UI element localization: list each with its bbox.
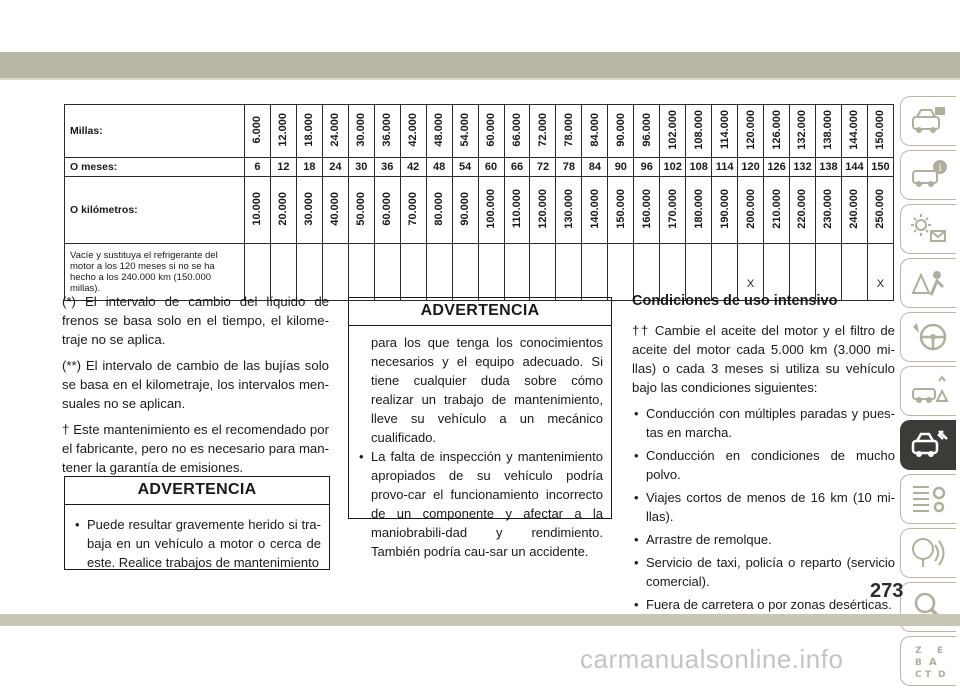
km-cell-text: 80.000 xyxy=(433,191,446,226)
km-cell-text: 230.000 xyxy=(822,188,835,229)
miles-cell xyxy=(867,105,893,158)
km-cell-text: 20.000 xyxy=(277,191,290,226)
miles-cell-text: 150.000 xyxy=(874,109,887,150)
warning-box-2 xyxy=(348,297,612,559)
sidebar-tab-car-info[interactable] xyxy=(900,150,956,200)
km-cell-text: 160.000 xyxy=(640,188,653,229)
months-cell: 84 xyxy=(582,158,608,177)
miles-cell xyxy=(348,105,374,158)
miles-cell-text: 114.000 xyxy=(718,109,731,150)
conditions-list xyxy=(632,404,895,614)
km-cell xyxy=(504,177,530,244)
km-cell-text: 250.000 xyxy=(874,188,887,229)
chapter-sidebar xyxy=(898,96,960,690)
condition-text: Arrastre de remolque. xyxy=(646,532,772,547)
bullet-icon: • xyxy=(634,555,639,570)
miles-cell-text: 120.000 xyxy=(744,109,757,150)
months-cell: 66 xyxy=(504,158,530,177)
sidebar-tab-warning-lights[interactable] xyxy=(900,204,956,254)
km-cell xyxy=(712,177,738,244)
km-cell xyxy=(686,177,712,244)
miles-cell-text: 54.000 xyxy=(459,112,472,147)
km-cell xyxy=(790,177,816,244)
miles-cell-text: 90.000 xyxy=(614,112,627,147)
bullet-icon: • xyxy=(634,490,639,505)
km-cell xyxy=(426,177,452,244)
months-cell: 36 xyxy=(374,158,400,177)
sidebar-tab-car-dashboard[interactable] xyxy=(900,96,956,146)
miles-cell xyxy=(660,105,686,158)
coolant-cell xyxy=(530,244,556,301)
miles-cell-text: 102.000 xyxy=(666,109,679,150)
km-cell xyxy=(322,177,348,244)
miles-cell-text: 30.000 xyxy=(355,112,368,147)
miles-cell-text: 108.000 xyxy=(692,109,705,150)
bullet-icon: • xyxy=(634,532,639,547)
condition-text: Conducción en condiciones de mucho polvo. xyxy=(646,448,895,482)
coolant-row-label: Vacíe y sustituya el refrigerante del motor a los 120 meses si no se ha hecho a los 240.000 km (150.000 millas). xyxy=(65,244,245,301)
km-cell xyxy=(348,177,374,244)
miles-cell-text: 138.000 xyxy=(822,109,835,150)
condition-item xyxy=(632,446,895,484)
miles-cell-text: 36.000 xyxy=(381,112,394,147)
note-spark-plugs: (**) El intervalo de cambio de las bujías solo se basa en el kilometraje, los intervalos men-suales no se aplican. xyxy=(62,358,329,411)
maintenance-schedule-table xyxy=(64,104,894,301)
miles-cell xyxy=(245,105,271,158)
km-cell-text: 210.000 xyxy=(770,188,783,229)
multimedia-icon xyxy=(909,535,949,571)
miles-cell xyxy=(815,105,841,158)
km-cell-text: 30.000 xyxy=(303,191,316,226)
km-cell-text: 10.000 xyxy=(251,191,264,226)
condition-item xyxy=(632,595,895,614)
km-cell-text: 170.000 xyxy=(666,188,679,229)
km-cell-text: 190.000 xyxy=(718,188,731,229)
miles-cell xyxy=(426,105,452,158)
miles-cell xyxy=(738,105,764,158)
svg-text:B: B xyxy=(914,658,922,668)
months-cell: 6 xyxy=(245,158,271,177)
miles-cell xyxy=(530,105,556,158)
km-cell-text: 240.000 xyxy=(848,188,861,229)
months-row xyxy=(65,158,894,177)
condition-item xyxy=(632,530,895,549)
bullet-icon: • xyxy=(634,406,639,421)
km-cell xyxy=(867,177,893,244)
months-cell: 54 xyxy=(452,158,478,177)
svg-text:E: E xyxy=(936,646,943,656)
km-cell-text: 130.000 xyxy=(562,188,575,229)
condition-text: Viajes cortos de menos de 16 km (10 mi-llas). xyxy=(646,490,895,524)
km-cell xyxy=(452,177,478,244)
miles-cell xyxy=(582,105,608,158)
km-cell xyxy=(245,177,271,244)
miles-cell-text: 6.000 xyxy=(251,115,264,144)
coolant-cell xyxy=(374,244,400,301)
condition-item xyxy=(632,488,895,526)
miles-cell xyxy=(270,105,296,158)
coolant-cell xyxy=(348,244,374,301)
months-cell: 30 xyxy=(348,158,374,177)
miles-cell xyxy=(841,105,867,158)
km-cell-text: 100.000 xyxy=(485,188,498,229)
km-cell-text: 200.000 xyxy=(744,188,757,229)
km-cell-text: 110.000 xyxy=(511,188,523,229)
miles-cell-text: 126.000 xyxy=(770,109,783,150)
warning-item-text: La falta de inspección y mantenimiento apropiados de su vehículo podría provo-car el funcionamiento incorrecto de un componente y afectar a la maniobrabili-dad y rendimiento. También podría cau-sar un accidente. xyxy=(371,449,603,559)
months-cell: 18 xyxy=(296,158,322,177)
months-cell: 120 xyxy=(738,158,764,177)
km-cell xyxy=(660,177,686,244)
miles-cell xyxy=(504,105,530,158)
sidebar-tab-car-emergency[interactable] xyxy=(900,366,956,416)
months-cell: 48 xyxy=(426,158,452,177)
km-cell xyxy=(815,177,841,244)
km-cell xyxy=(582,177,608,244)
km-cell-text: 150.000 xyxy=(614,188,627,229)
sidebar-tab-alphabet-index[interactable] xyxy=(900,636,956,686)
bullet-icon: • xyxy=(75,517,80,532)
km-cell xyxy=(738,177,764,244)
bullet-icon: • xyxy=(359,449,364,464)
svg-text:C: C xyxy=(914,670,922,679)
coolant-cell xyxy=(452,244,478,301)
km-cell xyxy=(634,177,660,244)
coolant-cell xyxy=(426,244,452,301)
km-cell-text: 220.000 xyxy=(796,188,809,229)
miles-cell-text: 78.000 xyxy=(562,112,575,147)
months-cell: 114 xyxy=(712,158,738,177)
svg-text:T: T xyxy=(924,670,931,679)
car-info-icon xyxy=(909,157,949,193)
coolant-cell xyxy=(400,244,426,301)
miles-cell xyxy=(712,105,738,158)
miles-cell xyxy=(686,105,712,158)
months-cell: 108 xyxy=(686,158,712,177)
km-row-label: O kilómetros: xyxy=(65,177,245,244)
miles-cell xyxy=(296,105,322,158)
months-cell: 144 xyxy=(841,158,867,177)
months-cell: 126 xyxy=(764,158,790,177)
km-cell xyxy=(841,177,867,244)
miles-cell-text: 96.000 xyxy=(640,112,653,147)
miles-cell-text: 144.000 xyxy=(848,109,861,150)
miles-cell xyxy=(452,105,478,158)
miles-cell-text: 132.000 xyxy=(796,109,809,150)
miles-cell xyxy=(634,105,660,158)
coolant-cell: X xyxy=(867,244,893,301)
months-cell: 60 xyxy=(478,158,504,177)
months-cell: 132 xyxy=(790,158,816,177)
sidebar-tab-car-service[interactable] xyxy=(900,420,956,470)
header-band-line xyxy=(0,78,960,80)
miles-row-label: Millas: xyxy=(65,105,245,158)
sidebar-tab-steering-wheel[interactable] xyxy=(900,312,956,362)
months-cell: 90 xyxy=(608,158,634,177)
miles-cell xyxy=(322,105,348,158)
condition-item xyxy=(632,553,895,591)
months-cell: 102 xyxy=(660,158,686,177)
miles-cell xyxy=(400,105,426,158)
coolant-cell xyxy=(478,244,504,301)
km-cell-text: 60.000 xyxy=(381,191,394,226)
condition-text: Conducción con múltiples paradas y pues-tas en marcha. xyxy=(646,406,895,440)
km-row xyxy=(65,177,894,244)
warning-continued-text: para los que tenga los conocimientos necesarios y el equipo adecuado. Si tiene cualquier duda sobre cómo realizar un trabajo de mantenimiento, lleve su vehículo a un mecánico cualificado. xyxy=(371,335,603,445)
miles-cell-text: 84.000 xyxy=(588,112,601,147)
months-cell: 72 xyxy=(530,158,556,177)
specifications-icon xyxy=(909,481,949,517)
km-cell-text: 180.000 xyxy=(692,188,705,229)
km-cell xyxy=(400,177,426,244)
miles-cell xyxy=(764,105,790,158)
warning-box-1 xyxy=(64,476,330,570)
months-cell: 96 xyxy=(634,158,660,177)
sidebar-tab-specifications[interactable] xyxy=(900,474,956,524)
coolant-cell xyxy=(556,244,582,301)
miles-cell xyxy=(608,105,634,158)
miles-cell xyxy=(478,105,504,158)
svg-text:D: D xyxy=(937,670,945,679)
car-service-icon xyxy=(909,427,949,463)
km-cell xyxy=(374,177,400,244)
km-cell xyxy=(296,177,322,244)
months-cell: 24 xyxy=(322,158,348,177)
note-brake-fluid: (*) El intervalo de cambio del líquido de frenos se basa solo en el tiempo, el kilome-traje no se aplica. xyxy=(62,294,329,347)
warning-title: ADVERTENCIA xyxy=(349,298,611,326)
sidebar-tab-car-safety[interactable] xyxy=(900,258,956,308)
condition-text: Fuera de carretera o por zonas desérticas. xyxy=(646,597,892,612)
steering-wheel-icon xyxy=(909,319,949,355)
bullet-icon: • xyxy=(634,448,639,463)
km-cell xyxy=(608,177,634,244)
warning-item xyxy=(73,515,321,572)
km-cell-text: 70.000 xyxy=(407,191,420,226)
miles-cell-text: 66.000 xyxy=(511,112,523,147)
car-dashboard-icon xyxy=(909,103,949,139)
car-safety-icon xyxy=(909,265,949,301)
months-cell: 12 xyxy=(270,158,296,177)
km-cell-text: 120.000 xyxy=(536,188,549,229)
coolant-cell: X xyxy=(738,244,764,301)
miles-cell-text: 12.000 xyxy=(277,112,290,147)
warning-title: ADVERTENCIA xyxy=(65,477,329,505)
months-cell: 42 xyxy=(400,158,426,177)
svg-text:A: A xyxy=(928,657,937,668)
warning-lights-icon xyxy=(909,211,949,247)
km-cell xyxy=(478,177,504,244)
km-cell xyxy=(530,177,556,244)
warning-item xyxy=(357,447,603,561)
km-cell-text: 50.000 xyxy=(355,191,368,226)
notes-column xyxy=(62,292,329,484)
km-cell xyxy=(764,177,790,244)
miles-cell-text: 18.000 xyxy=(303,112,316,147)
note-manufacturer: † Este mantenimiento es el recomendado por el fabricante, pero no es necesario para man-tener la garantía de emisiones. xyxy=(62,422,329,475)
miles-cell xyxy=(556,105,582,158)
condition-item xyxy=(632,404,895,442)
warning-item-text: Puede resultar gravemente herido si tra-baja en un vehículo a motor o cerca de este. Realice trabajos de mantenimiento xyxy=(87,517,321,570)
coolant-cell xyxy=(608,244,634,301)
miles-cell-text: 60.000 xyxy=(485,112,498,147)
coolant-cell xyxy=(504,244,530,301)
km-cell-text: 140.000 xyxy=(588,188,601,229)
miles-cell xyxy=(374,105,400,158)
severe-conditions-column xyxy=(632,292,895,618)
miles-row xyxy=(65,105,894,158)
miles-cell-text: 42.000 xyxy=(407,112,420,147)
km-cell xyxy=(556,177,582,244)
km-cell-text: 40.000 xyxy=(329,191,342,226)
section-heading: Condiciones de uso intensivo xyxy=(632,293,838,309)
footer-band xyxy=(0,614,960,626)
car-emergency-icon xyxy=(909,373,949,409)
page-number: 273 xyxy=(870,580,904,602)
months-cell: 150 xyxy=(867,158,893,177)
watermark: carmanualsonline.info xyxy=(580,644,844,674)
km-cell xyxy=(270,177,296,244)
coolant-cell xyxy=(582,244,608,301)
sidebar-tab-multimedia[interactable] xyxy=(900,528,956,578)
header-band xyxy=(0,52,960,78)
km-cell-text: 90.000 xyxy=(459,191,472,226)
months-cell: 138 xyxy=(815,158,841,177)
months-row-label: O meses: xyxy=(65,158,245,177)
miles-cell-text: 72.000 xyxy=(536,112,549,147)
section-intro: †† Cambie el aceite del motor y el filtro de aceite del motor cada 5.000 km (3.000 mi-llas) o cada 3 meses si utiliza su vehículo bajo las condiciones siguientes: xyxy=(632,323,895,395)
miles-cell-text: 24.000 xyxy=(329,112,342,147)
svg-text:Z: Z xyxy=(914,646,922,656)
svg-text:i: i xyxy=(937,163,942,174)
alphabet-index-icon xyxy=(909,643,949,679)
bullet-icon: • xyxy=(634,597,639,612)
miles-cell xyxy=(790,105,816,158)
months-cell: 78 xyxy=(556,158,582,177)
condition-text: Servicio de taxi, policía o reparto (servicio comercial). xyxy=(646,555,895,589)
miles-cell-text: 48.000 xyxy=(433,112,446,147)
